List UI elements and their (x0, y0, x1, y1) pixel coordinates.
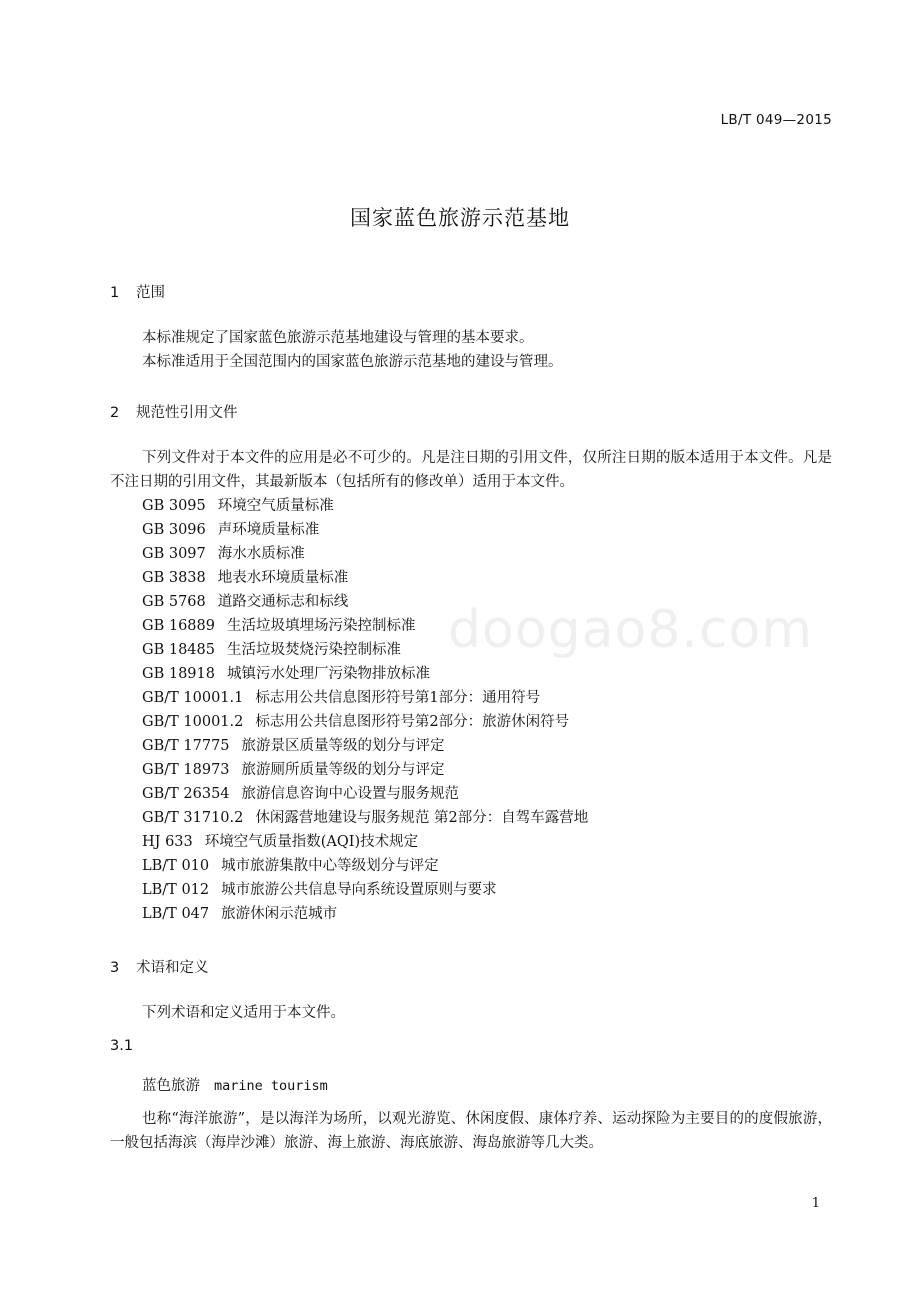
reference-title: 生活垃圾焚烧污染控制标准 (226, 642, 401, 658)
reference-title: 旅游厕所质量等级的划分与评定 (241, 762, 445, 778)
scope-line-2: 本标准适用于全国范围内的国家蓝色旅游示范基地的建设与管理。 (142, 354, 563, 370)
reference-item (142, 566, 348, 590)
reference-code: GB/T 26354 (142, 786, 230, 802)
section-3-heading (110, 956, 209, 977)
reference-code: GB 18485 (142, 642, 215, 658)
term-definition: 也称“海洋旅游”，是以海洋为场所，以观光游览、休闲度假、康体疗养、运动探险为主要目的的度假旅游，一般包括海滨（海岸沙滩）旅游、海上旅游、海底旅游、海岛旅游等几大类。 (110, 1111, 832, 1151)
section-title: 范围 (136, 285, 165, 301)
reference-item (142, 518, 319, 542)
reference-title: 地表水环境质量标准 (217, 570, 349, 586)
reference-title: 海水水质标准 (217, 546, 305, 562)
reference-item (142, 590, 348, 614)
reference-item (142, 782, 459, 806)
reference-item (142, 806, 588, 830)
reference-item (142, 710, 569, 734)
term-entry (142, 1074, 328, 1095)
reference-item (142, 614, 415, 638)
reference-title: 道路交通标志和标线 (217, 594, 349, 610)
reference-code: LB/T 010 (142, 858, 210, 874)
reference-item (142, 638, 401, 662)
reference-code: GB/T 18973 (142, 762, 230, 778)
reference-item (142, 902, 337, 926)
section-number: 1 (110, 285, 120, 301)
reference-code: GB/T 10001.2 (142, 714, 244, 730)
reference-title: 声环境质量标准 (217, 522, 320, 538)
reference-code: GB/T 17775 (142, 738, 230, 754)
reference-title: 城市旅游集散中心等级划分与评定 (221, 858, 439, 874)
watermark-text: doogao8.com (448, 600, 813, 660)
reference-code: LB/T 047 (142, 906, 210, 922)
reference-code: GB 3838 (142, 570, 206, 586)
section-number: 2 (110, 405, 120, 421)
reference-item (142, 542, 305, 566)
reference-title: 旅游信息咨询中心设置与服务规范 (241, 786, 460, 802)
reference-code: GB 16889 (142, 618, 215, 634)
reference-code: GB 3095 (142, 498, 206, 514)
reference-item (142, 758, 445, 782)
reference-item (142, 686, 540, 710)
reference-title: 标志用公共信息图形符号第2部分：旅游休闲符号 (255, 714, 570, 730)
section-1-heading (110, 281, 165, 302)
reference-code: GB 3096 (142, 522, 206, 538)
document-code: LB/T 049—2015 (720, 112, 832, 128)
reference-title: 生活垃圾填埋场污染控制标准 (226, 618, 416, 634)
reference-item (142, 494, 334, 518)
reference-code: GB 5768 (142, 594, 206, 610)
reference-item (142, 854, 439, 878)
section-2-heading (110, 401, 238, 422)
page-number: 1 (811, 1196, 820, 1211)
reference-title: 旅游休闲示范城市 (221, 906, 338, 922)
reference-item (142, 830, 418, 854)
reference-title: 城镇污水处理厂污染物排放标准 (226, 666, 430, 682)
reference-code: GB/T 10001.1 (142, 690, 244, 706)
reference-title: 休闲露营地建设与服务规范 第2部分：自驾车露营地 (255, 810, 589, 826)
reference-item (142, 662, 430, 686)
reference-code: LB/T 012 (142, 882, 210, 898)
term-english: marine tourism (214, 1078, 328, 1094)
reference-code: GB 3097 (142, 546, 206, 562)
subsection-number: 3.1 (110, 1038, 134, 1054)
reference-title: 环境空气质量标准 (217, 498, 334, 514)
section-number: 3 (110, 960, 120, 976)
scope-line-1: 本标准规定了国家蓝色旅游示范基地建设与管理的基本要求。 (142, 330, 534, 346)
references-intro: 下列文件对于本文件的应用是必不可少的。凡是注日期的引用文件，仅所注日期的版本适用于本文件。凡是不注日期的引用文件，其最新版本（包括所有的修改单）适用于本文件。 (110, 450, 832, 490)
term-chinese: 蓝色旅游 (142, 1078, 200, 1094)
document-title: 国家蓝色旅游示范基地 (350, 206, 570, 230)
reference-title: 旅游景区质量等级的划分与评定 (241, 738, 445, 754)
terms-intro: 下列术语和定义适用于本文件。 (142, 1005, 345, 1021)
reference-code: GB 18918 (142, 666, 215, 682)
reference-title: 环境空气质量指数(AQI)技术规定 (204, 834, 419, 850)
reference-item (142, 878, 497, 902)
reference-title: 标志用公共信息图形符号第1部分：通用符号 (255, 690, 541, 706)
reference-item (142, 734, 445, 758)
reference-code: GB/T 31710.2 (142, 810, 244, 826)
reference-code: HJ 633 (142, 834, 193, 850)
reference-title: 城市旅游公共信息导向系统设置原则与要求 (221, 882, 497, 898)
section-title: 规范性引用文件 (136, 405, 238, 421)
section-title: 术语和定义 (136, 960, 209, 976)
